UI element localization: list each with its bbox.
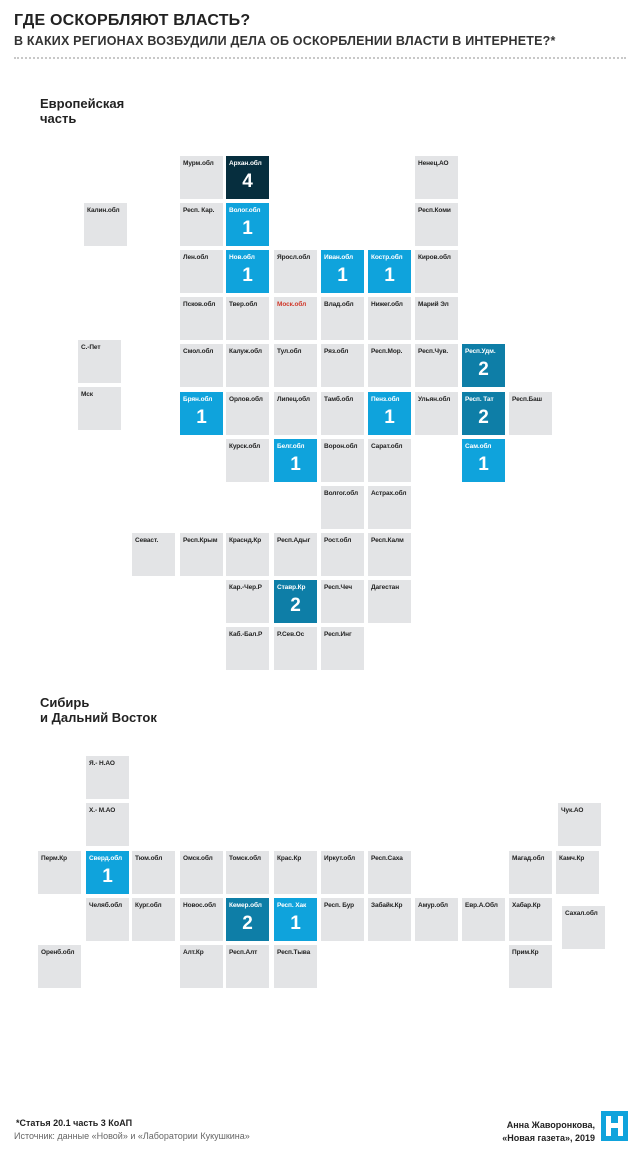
- section-title-line: Европейская: [40, 96, 125, 111]
- region-name: Кемер.обл: [229, 902, 262, 909]
- region-name: Влад.обл: [324, 301, 354, 308]
- region-name: Камч.Кр: [559, 855, 585, 862]
- region-tile: [78, 387, 121, 430]
- region-name: Нов.обл: [229, 254, 255, 261]
- region-tile: [274, 392, 317, 435]
- region-name: Чук.АО: [561, 807, 584, 814]
- region-tile: [274, 898, 317, 941]
- region-tile: [321, 344, 364, 387]
- region-tile: [226, 297, 269, 340]
- page-title: ГДЕ ОСКОРБЛЯЮТ ВЛАСТЬ?: [14, 12, 251, 29]
- region-name: Костр.обл: [371, 254, 403, 261]
- region-tile: [321, 627, 364, 670]
- region-name: Омск.обл: [183, 855, 213, 862]
- dotted-divider: [14, 57, 626, 59]
- region-tile: [86, 756, 129, 799]
- case-count: 2: [242, 913, 253, 934]
- region-name: Амур.обл: [418, 902, 448, 909]
- region-name: Липец.обл: [277, 396, 310, 403]
- case-count: 4: [242, 171, 253, 192]
- region-tile: [509, 945, 552, 988]
- region-name: Ставр.Кр: [277, 584, 306, 591]
- region-tile: [274, 439, 317, 482]
- region-tile: [462, 898, 505, 941]
- case-count: 1: [290, 913, 301, 934]
- region-tile: [86, 898, 129, 941]
- region-tile: [226, 250, 269, 293]
- region-tile: [38, 945, 81, 988]
- region-name: Респ.Алт: [229, 949, 258, 956]
- case-count: 1: [196, 407, 207, 428]
- region-tile: [274, 297, 317, 340]
- region-name: Киров.обл: [418, 254, 451, 261]
- region-tile: [321, 486, 364, 529]
- region-tile: [368, 486, 411, 529]
- region-name: Магад.обл: [512, 855, 545, 862]
- region-tile: [509, 392, 552, 435]
- region-tile: [321, 580, 364, 623]
- region-name: Севаст.: [135, 537, 159, 544]
- region-name: Х.- М.АО: [89, 807, 116, 814]
- region-tile: [321, 392, 364, 435]
- region-tile: [38, 851, 81, 894]
- region-name: Хабар.Кр: [512, 902, 541, 909]
- region-name: Каб.-Бал.Р: [229, 631, 263, 638]
- region-tile: [368, 851, 411, 894]
- region-name: Респ.Инг: [324, 631, 352, 638]
- region-tile: [321, 297, 364, 340]
- region-tile: [86, 803, 129, 846]
- region-name: Мурм.обл: [183, 160, 214, 167]
- region-tile: [368, 533, 411, 576]
- region-name: Брян.обл: [183, 396, 213, 403]
- region-name: Нижег.обл: [371, 301, 403, 308]
- section-title-siberia: [40, 695, 157, 725]
- region-tile: [78, 340, 121, 383]
- case-count: 2: [478, 359, 489, 380]
- region-tile: [132, 851, 175, 894]
- region-tile: [415, 203, 458, 246]
- region-name: Сам.обл: [465, 443, 492, 450]
- region-tile: [274, 580, 317, 623]
- region-tile: [180, 156, 223, 199]
- region-tile: [132, 898, 175, 941]
- region-tile: [509, 851, 552, 894]
- region-tile: [180, 898, 223, 941]
- region-tile: [415, 297, 458, 340]
- region-name: Белг.обл: [277, 443, 305, 450]
- region-name: Яросл.обл: [277, 254, 311, 261]
- region-name: Рост.обл: [324, 537, 352, 544]
- region-tile: [368, 392, 411, 435]
- region-name: Респ.Мор.: [371, 348, 403, 355]
- region-name: Респ. Бур: [324, 902, 355, 909]
- region-name: Твер.обл: [229, 301, 258, 308]
- region-tile: [509, 898, 552, 941]
- region-name: Иван.обл: [324, 254, 354, 261]
- region-name: Ворон.обл: [324, 443, 358, 450]
- case-count: 2: [478, 407, 489, 428]
- region-tile: [84, 203, 127, 246]
- region-name: Респ. Кар.: [183, 207, 215, 214]
- region-name: Сарат.обл: [371, 443, 403, 450]
- region-name: Кар.-Чер.Р: [229, 584, 262, 591]
- region-tile: [556, 851, 599, 894]
- region-name: Челяб.обл: [89, 902, 122, 909]
- region-tile: [462, 439, 505, 482]
- region-name: Респ.Чеч: [324, 584, 353, 591]
- case-count: 1: [242, 218, 253, 239]
- region-tile: [274, 627, 317, 670]
- region-name: Калин.обл: [87, 207, 120, 214]
- region-tile: [415, 392, 458, 435]
- region-name: Тюм.обл: [135, 855, 163, 862]
- region-tile: [462, 344, 505, 387]
- region-tile: [226, 945, 269, 988]
- region-tile: [321, 898, 364, 941]
- region-name: Ненец.АО: [418, 160, 449, 167]
- region-tile: [180, 250, 223, 293]
- region-tile: [415, 898, 458, 941]
- region-name: Респ.Тыва: [277, 949, 311, 956]
- region-name: Калуж.обл: [229, 348, 262, 355]
- region-tile: [180, 297, 223, 340]
- footnote: *Статья 20.1 часть 3 КоАП: [16, 1118, 133, 1128]
- region-name: Забайк.Кр: [371, 902, 403, 909]
- region-name: Краснд.Кр: [229, 537, 262, 544]
- region-tile: [86, 851, 129, 894]
- region-name: Иркут.обл: [324, 855, 356, 862]
- section-title-line: часть: [40, 111, 77, 126]
- region-name: Крас.Кр: [277, 855, 302, 862]
- region-tile: [180, 392, 223, 435]
- region-name: Моск.обл: [277, 301, 307, 308]
- region-tile: [180, 344, 223, 387]
- region-name: Респ.Баш: [512, 396, 542, 403]
- region-name: Курск.обл: [229, 443, 261, 450]
- region-name: Респ. Хак: [277, 902, 307, 909]
- region-name: Лен.обл: [183, 254, 209, 261]
- region-tile: [180, 851, 223, 894]
- section-title-line: Сибирь: [40, 695, 90, 710]
- region-name: Ряз.обл: [324, 348, 349, 355]
- region-tile: [368, 297, 411, 340]
- region-name: Орлов.обл: [229, 396, 263, 403]
- case-count: 1: [337, 265, 348, 286]
- region-name: Оренб.обл: [41, 949, 75, 956]
- region-tile: [180, 533, 223, 576]
- region-name: Сверд.обл: [89, 855, 123, 862]
- region-name: Ульян.обл: [418, 396, 451, 403]
- region-name: Респ.Коми: [418, 207, 451, 214]
- region-tile: [462, 392, 505, 435]
- case-count: 1: [478, 454, 489, 475]
- region-tile: [368, 344, 411, 387]
- region-tile: [226, 344, 269, 387]
- region-name: Томск.обл: [229, 855, 261, 862]
- region-tile: [226, 156, 269, 199]
- region-tile: [274, 945, 317, 988]
- region-tile: [415, 156, 458, 199]
- case-count: 1: [102, 866, 113, 887]
- region-name: Я.- Н.АО: [89, 760, 115, 767]
- region-tile: [558, 803, 601, 846]
- region-name: Респ.Крым: [183, 537, 218, 544]
- region-name: Респ. Тат: [465, 396, 494, 403]
- region-name: Респ.Удм.: [465, 348, 496, 355]
- region-name: Новос.обл: [183, 902, 216, 909]
- region-tile: [321, 851, 364, 894]
- region-name: Архан.обл: [229, 160, 262, 167]
- region-name: Кург.обл: [135, 902, 162, 909]
- region-tile: [274, 250, 317, 293]
- region-tile: [274, 851, 317, 894]
- region-name: Сахал.обл: [565, 910, 598, 917]
- novaya-gazeta-logo-icon: [601, 1111, 628, 1141]
- region-tile: [368, 898, 411, 941]
- region-tile: [321, 250, 364, 293]
- region-name: Мск: [81, 391, 93, 398]
- region-name: Тамб.обл: [324, 396, 354, 403]
- region-name: Смол.обл: [183, 348, 214, 355]
- region-name: Респ.Чув.: [418, 348, 449, 355]
- region-name: Прим.Кр: [512, 949, 539, 956]
- section-title-line: и Дальний Восток: [40, 710, 157, 725]
- region-tile: [368, 439, 411, 482]
- region-name: Р.Сев.Ос: [277, 631, 305, 638]
- region-tile: [226, 439, 269, 482]
- region-tile: [180, 203, 223, 246]
- region-tile: [226, 392, 269, 435]
- page-subtitle: В КАКИХ РЕГИОНАХ ВОЗБУДИЛИ ДЕЛА ОБ ОСКОРБЛЕНИИ ВЛАСТИ В ИНТЕРНЕТЕ?*: [14, 34, 556, 48]
- region-tile: [562, 906, 605, 949]
- region-tile: [226, 627, 269, 670]
- region-name: Алт.Кр: [183, 949, 204, 956]
- section-title-european: [40, 96, 124, 126]
- region-tile: [180, 945, 223, 988]
- case-count: 2: [290, 595, 301, 616]
- region-tile: [132, 533, 175, 576]
- region-name: Дагестан: [371, 584, 400, 591]
- region-tile: [368, 250, 411, 293]
- region-tile: [226, 533, 269, 576]
- region-name: Респ.Адыг: [277, 537, 311, 544]
- region-name: Пенз.обл: [371, 396, 400, 403]
- region-name: Евр.А.Обл: [465, 902, 498, 909]
- region-tile: [321, 533, 364, 576]
- region-name: Респ.Саха: [371, 855, 403, 862]
- region-tile: [226, 203, 269, 246]
- region-name: Тул.обл: [277, 348, 302, 355]
- case-count: 1: [384, 407, 395, 428]
- author-name: Анна Жаворонкова,: [506, 1120, 595, 1130]
- case-count: 1: [384, 265, 395, 286]
- region-name: Волог.обл: [229, 207, 261, 214]
- author-credit: [502, 1119, 595, 1145]
- region-name: Астрах.обл: [371, 490, 407, 497]
- region-tile: [274, 344, 317, 387]
- publication-name: «Новая газета», 2019: [502, 1133, 595, 1143]
- region-tile: [321, 439, 364, 482]
- case-count: 1: [242, 265, 253, 286]
- region-tile: [226, 898, 269, 941]
- region-tile: [226, 851, 269, 894]
- source-note: Источник: данные «Новой» и «Лаборатории Кукушкина»: [14, 1131, 250, 1141]
- region-name: Перм.Кр: [41, 855, 68, 862]
- case-count: 1: [290, 454, 301, 475]
- region-tile: [274, 533, 317, 576]
- region-name: Марий Эл: [418, 301, 449, 308]
- region-tile: [226, 580, 269, 623]
- region-name: С.-Пет: [81, 344, 101, 351]
- region-tile: [415, 344, 458, 387]
- region-name: Волгог.обл: [324, 490, 359, 497]
- region-name: Псков.обл: [183, 301, 216, 308]
- region-tile: [415, 250, 458, 293]
- region-tile: [368, 580, 411, 623]
- region-name: Респ.Калм: [371, 537, 404, 544]
